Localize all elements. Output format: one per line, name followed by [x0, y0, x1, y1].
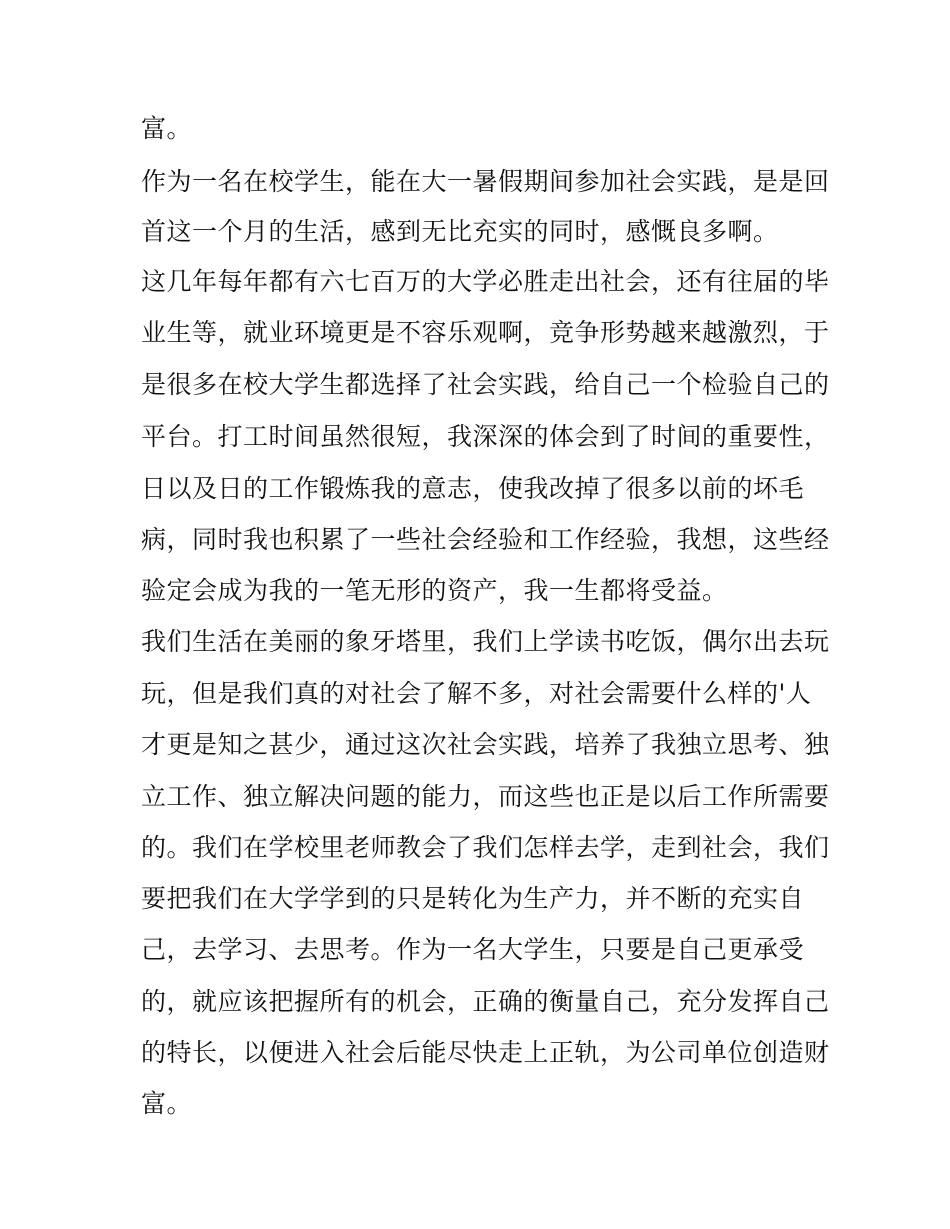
text-line: 的，就应该把握所有的机会，正确的衡量自己，充分发挥自己 [141, 987, 830, 1016]
text-line: 要把我们在大学学到的只是转化为生产力，并不断的充实自 [141, 884, 805, 913]
text-line: 业生等，就业环境更是不容乐观啊，竞争形势越来越激烈，于 [141, 318, 830, 347]
text-line: 才更是知之甚少，通过这次社会实践，培养了我独立思考、独 [141, 730, 830, 759]
text-line: 验定会成为我的一笔无形的资产，我一生都将受益。 [141, 576, 728, 605]
text-line: 的。我们在学校里老师教会了我们怎样去学，走到社会，我们 [141, 833, 830, 862]
text-line: 富。 [141, 114, 193, 143]
text-line: 玩，但是我们真的对社会了解不多，对社会需要什么样的'人 [141, 679, 812, 708]
text-line: 是很多在校大学生都选择了社会实践，给自己一个检验自己的 [141, 370, 830, 399]
text-line: 这几年每年都有六七百万的大学必胜走出社会，还有往届的毕 [141, 267, 830, 296]
text-line: 我们生活在美丽的象牙塔里，我们上学读书吃饭，偶尔出去玩 [141, 627, 830, 656]
text-line: 日以及日的工作锻炼我的意志，使我改掉了很多以前的坏毛 [141, 474, 805, 503]
text-line: 富。 [141, 1089, 193, 1118]
text-line: 平台。打工时间虽然很短，我深深的体会到了时间的重要性， [141, 422, 830, 451]
text-line: 病，同时我也积累了一些社会经验和工作经验，我想，这些经 [141, 525, 830, 554]
text-line: 首这一个月的生活，感到无比充实的同时，感慨良多啊。 [141, 217, 779, 246]
text-line: 作为一名在校学生，能在大一暑假期间参加社会实践，是是回 [141, 167, 830, 196]
text-line: 立工作、独立解决问题的能力，而这些也正是以后工作所需要 [141, 782, 830, 811]
text-line: 的特长，以便进入社会后能尽快走上正轨，为公司单位创造财 [141, 1038, 830, 1067]
text-line: 己，去学习、去思考。作为一名大学生，只要是自己更承受 [141, 935, 805, 964]
